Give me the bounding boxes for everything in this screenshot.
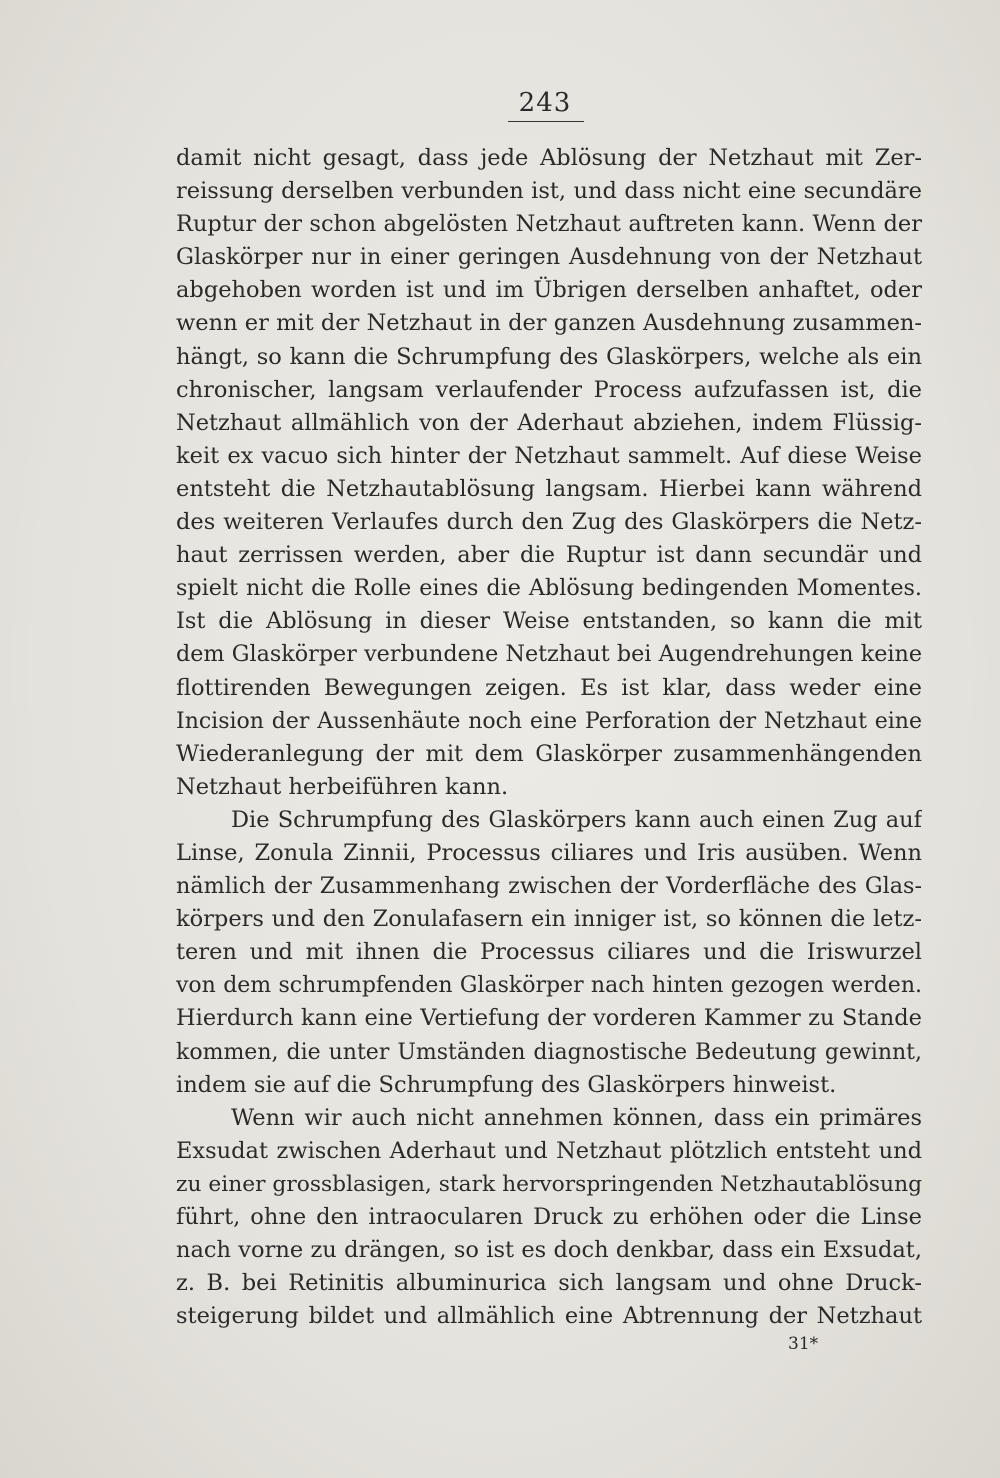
text-line: steigerung bildet und allmählich eine Abtrennung der Netzhaut <box>176 1303 922 1330</box>
text-line: Wenn wir auch nicht annehmen können, dass ein primäres <box>231 1104 922 1131</box>
text-line: von dem schrumpfenden Glaskörper nach hinten gezogen werden. <box>176 973 922 999</box>
text-line: spielt nicht die Rolle eines die Ablösung bedingenden Momentes. <box>176 575 922 602</box>
text-line: führt, ohne den intraocularen Druck zu erhöhen oder die Linse <box>176 1204 922 1230</box>
text-line: Glaskörper nur in einer geringen Ausdehnung von der Netzhaut <box>176 244 922 271</box>
text-line: zu einer grossblasigen, stark hervorspringenden Netzhautablösung <box>176 1171 922 1197</box>
text-line: nämlich der Zusammenhang zwischen der Vorderfläche des Glas- <box>176 873 922 900</box>
text-line: damit nicht gesagt, dass jede Ablösung der Netzhaut mit Zer- <box>176 145 922 171</box>
text-line: Die Schrumpfung des Glaskörpers kann auch einen Zug auf <box>231 806 922 833</box>
text-line: Netzhaut herbeiführen kann. <box>176 773 509 800</box>
text-line: Ist die Ablösung in dieser Weise entstanden, so kann die mit <box>176 608 922 635</box>
text-line: abgehoben worden ist und im Übrigen derselben anhaftet, oder <box>176 277 922 304</box>
text-line: haut zerrissen werden, aber die Ruptur ist dann secundär und <box>176 542 922 569</box>
text-line: Wiederanlegung der mit dem Glaskörper zusammenhängenden <box>176 740 922 767</box>
text-line: wenn er mit der Netzhaut in der ganzen Ausdehnung zusammen- <box>176 310 922 337</box>
text-line: nach vorne zu drängen, so ist es doch denkbar, dass ein Exsudat, <box>176 1237 922 1264</box>
page-number: 243 <box>518 88 572 118</box>
text-line: Hierdurch kann eine Vertiefung der vorderen Kammer zu Stande <box>176 1005 922 1032</box>
text-line: reissung derselben verbunden ist, und dass nicht eine secundäre <box>176 178 922 205</box>
text-line: kommen, die unter Umständen diagnostische Bedeutung gewinnt, <box>176 1039 922 1065</box>
signature-mark: 31* <box>788 1334 819 1354</box>
text-line: körpers und den Zonulafasern ein inniger ist, so können die letz- <box>176 906 922 933</box>
text-line: z. B. bei Retinitis albuminurica sich langsam und ohne Druck- <box>176 1270 922 1297</box>
text-line: Netzhaut allmählich von der Aderhaut abziehen, indem Flüssig- <box>176 409 922 436</box>
text-line: Ruptur der schon abgelösten Netzhaut auftreten kann. Wenn der <box>176 211 922 238</box>
body-text <box>176 142 922 1333</box>
text-line: dem Glaskörper verbundene Netzhaut bei Augendrehungen keine <box>176 641 922 668</box>
text-line: des weiteren Verlaufes durch den Zug des Glaskörpers die Netz- <box>176 509 922 536</box>
text-line: teren und mit ihnen die Processus ciliares und die Iriswurzel <box>176 939 922 966</box>
text-line: Linse, Zonula Zinnii, Processus ciliares und Iris ausüben. Wenn <box>176 839 922 866</box>
page-number-rule <box>508 121 584 122</box>
text-line: indem sie auf die Schrumpfung des Glaskörpers hinweist. <box>176 1071 837 1098</box>
text-line: hängt, so kann die Schrumpfung des Glaskörpers, welche als ein <box>176 343 922 370</box>
text-line: keit ex vacuo sich hinter der Netzhaut sammelt. Auf diese Weise <box>176 442 922 469</box>
text-line: Incision der Aussenhäute noch eine Perforation der Netzhaut eine <box>176 708 922 734</box>
text-line: entsteht die Netzhautablösung langsam. Hierbei kann während <box>176 475 922 502</box>
text-line: flottirenden Bewegungen zeigen. Es ist klar, dass weder eine <box>176 674 922 701</box>
text-line: chronischer, langsam verlaufender Process aufzufassen ist, die <box>176 376 922 403</box>
text-line: Exsudat zwischen Aderhaut und Netzhaut plötzlich entsteht und <box>176 1137 922 1164</box>
